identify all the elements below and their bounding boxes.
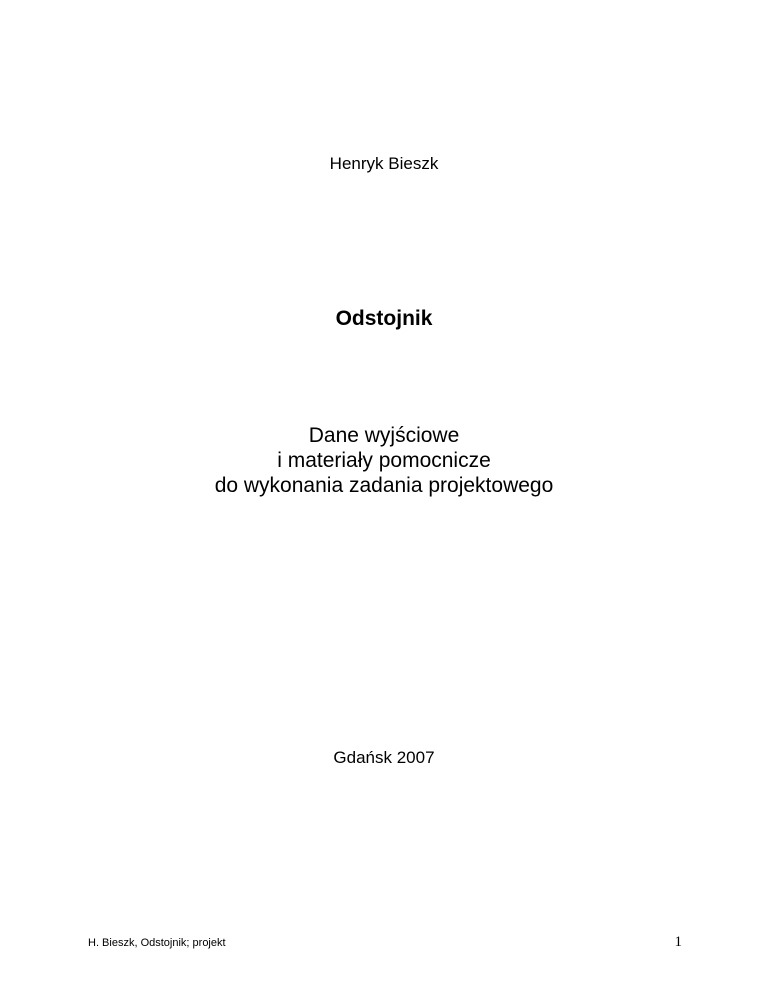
footer-running-text: H. Bieszk, Odstojnik; projekt (88, 937, 226, 949)
subtitle-line: do wykonania zadania projektowego (214, 474, 554, 497)
place-and-year: Gdańsk 2007 (333, 748, 435, 767)
subtitle-line: Dane wyjściowe (308, 424, 460, 447)
document-title: Odstojnik (335, 307, 433, 330)
subtitle-line: i materiały pomocnicze (277, 449, 491, 472)
page-number: 1 (674, 934, 682, 950)
author-name: Henryk Bieszk (329, 154, 439, 173)
document-subtitle (0, 423, 768, 498)
